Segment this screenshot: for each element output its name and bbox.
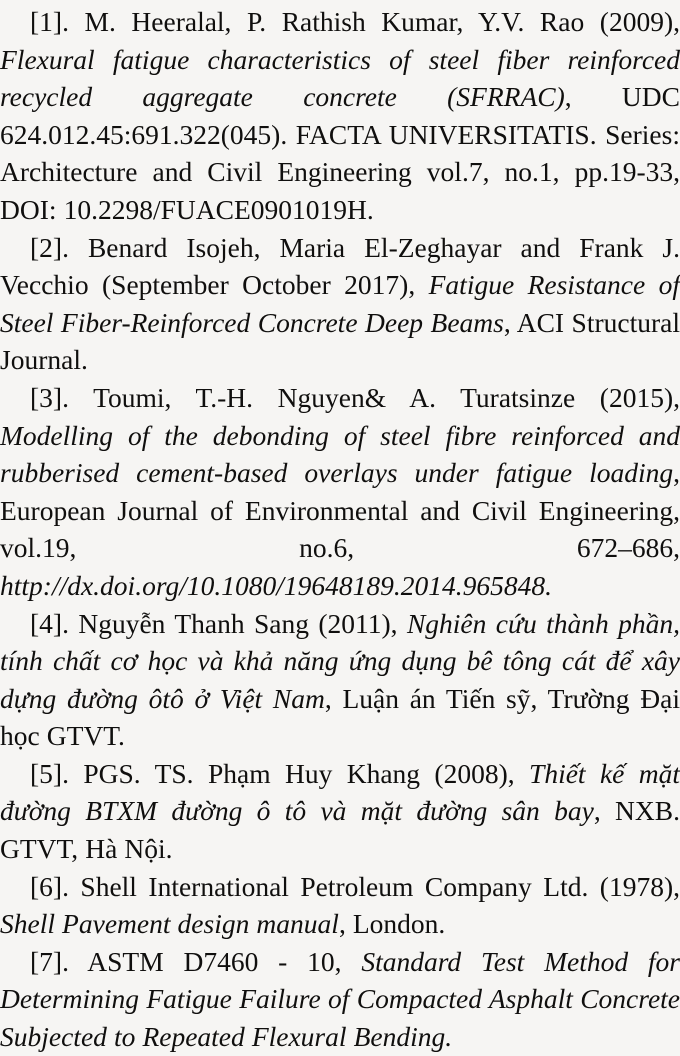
reference-rest-4: , Luận án Tiến sỹ, Trường Đại học GTVT. xyxy=(0,682,680,752)
reference-authors-7: ASTM D7460 - 10, xyxy=(87,945,342,977)
reference-title-4: Nghiên cứu thành phần, tính chất cơ học và khả năng ứng dụng bê tông cát để xây dựng đường ôtô ở Việt Nam xyxy=(0,607,680,714)
reference-entry-5 xyxy=(0,755,680,868)
reference-marker-3: [3]. xyxy=(30,381,69,413)
reference-marker-7: [7]. xyxy=(30,945,69,977)
reference-title-3: Modelling of the debonding of steel fibre reinforced and rubberised cement-based overlays under fatigue loading xyxy=(0,419,680,489)
reference-entry-1 xyxy=(0,3,680,229)
reference-rest-5: , NXB. GTVT, Hà Nội. xyxy=(0,795,680,865)
reference-authors-2: Benard Isojeh, Maria El-Zeghayar and Frank J. Vecchio (September October 2017), xyxy=(0,231,680,301)
reference-entry-7 xyxy=(0,943,680,1056)
reference-title-7: Standard Test Method for Determining Fatigue Failure of Compacted Asphalt Concrete Subjected to Repeated Flexural Bending. xyxy=(0,945,680,1053)
reference-entry-4 xyxy=(0,605,680,755)
reference-rest-2: , ACI Structural Journal. xyxy=(0,306,680,376)
reference-authors-4: Nguyễn Thanh Sang (2011), xyxy=(78,607,398,639)
reference-title-1: Flexural fatigue characteristics of steel fiber reinforced recycled aggregate concrete (SFRRAC) xyxy=(0,43,680,113)
reference-rest-6: , London. xyxy=(338,908,446,940)
reference-marker-2: [2]. xyxy=(30,231,69,263)
reference-authors-1: M. Heeralal, P. Rathish Kumar, Y.V. Rao (2009), xyxy=(84,6,680,37)
reference-marker-5: [5]. xyxy=(30,757,69,789)
reference-url-3: http://dx.doi.org/10.1080/19648189.2014.965848. xyxy=(0,569,553,601)
reference-title-6: Shell Pavement design manual xyxy=(0,908,339,940)
reference-title-5: Thiết kế mặt đường BTXM đường ô tô và mặt đường sân bay xyxy=(0,757,680,827)
reference-rest-3: , European Journal of Environmental and Civil Engineering, vol.19, no.6, 672–686, xyxy=(0,457,680,564)
reference-rest-1: , UDC 624.012.45:691.322(045). FACTA UNIVERSITATIS. Series: Architecture and Civil Engineering vol.7, no.1, pp.19-33, DOI: 10.2298/FUACE0901019H. xyxy=(0,81,680,225)
reference-entry-2 xyxy=(0,229,680,379)
reference-entry-6 xyxy=(0,868,680,943)
reference-marker-1: [1]. xyxy=(30,6,69,37)
reference-title-2: Fatigue Resistance of Steel Fiber-Reinforced Concrete Deep Beams xyxy=(0,269,680,338)
reference-marker-4: [4]. xyxy=(30,607,69,639)
reference-authors-5: PGS. TS. Phạm Huy Khang (2008), xyxy=(83,757,515,789)
reference-authors-3: Toumi, T.-H. Nguyen& A. Turatsinze (2015), xyxy=(93,381,680,413)
reference-authors-6: Shell International Petroleum Company Ltd. (1978), xyxy=(80,870,680,902)
reference-marker-6: [6]. xyxy=(30,870,69,902)
reference-entry-3 xyxy=(0,379,680,605)
